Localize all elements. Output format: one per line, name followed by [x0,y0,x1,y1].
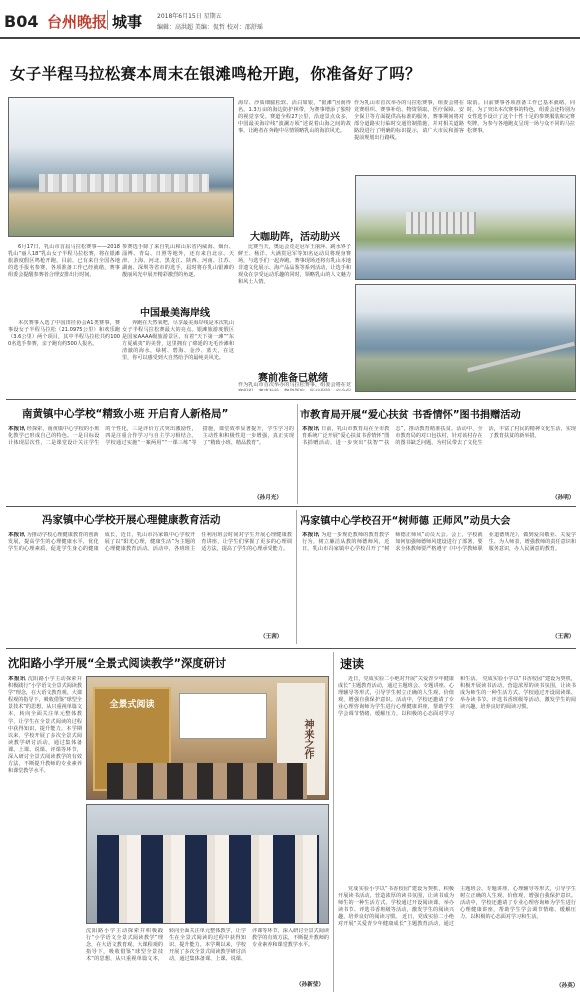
byline: （孙月光） [254,495,282,501]
article-text: 近日，党成实验二小绝对开展“关爱青少年健康成长”主题教育活动，通过主题班会、专题讲座、心理辅导等形式，引导学生树立正确的人生观、价值观，增强自我保护意识。活动中，学校还邀请了专业心理咨询师为学生进行心理健康讲座，帮助学生学会调节情绪、缓解压力，以积极的心态面对学习和生活。 [338,886,576,928]
headline-book-donation: 市教育局开展“爱心扶贫 书香情怀”图书捐赠活动 [300,410,521,421]
article-paragraph: 本次赛事入选了中国田径协会A1类赛事，赛事设女子半程马拉松（21.0975公里）和欢乐跑（3.6公里）两个项目，其中半程马拉松共约1000名选手参赛，亲子跑有约500人报名。 [8,320,120,348]
article-paragraph: 比赛当天，奥运会竞走冠军王丽萍、跳水界子鲜王、杨洋、大满贯冠军等知名运动员将现身赛场，与选手们一起奔跑。赛事现场还将有乳山本地非遗文化展示、海产品品鉴等系列活动，让选手和观众在享受运动乐趣的同时，领略乳山的人文魅力和风土人情。 [238,244,351,286]
photo-buildings [39,174,209,192]
photo-beach-aerial [8,97,234,237]
subhead-preparation: 赛前准备已就绪 [258,373,328,384]
column-divider [333,652,334,992]
column-divider [296,510,297,644]
article-text: 经探索，南黄镇中心学校的小班化教学已形成自己的特色。一是目标设计体现层次性，二是课堂设计关注学生的个性化，三是评价方式突出激励性，四是注重合作学习与自主学习相结合。学校通过实施“一案两用”“一课三练”等措施，课堂效率显著提升，学生学习的主动性和积极性进一步增强，真正实现了“精致小班、精品教育”。 [8,426,294,447]
photo-reading-event [86,676,329,800]
article-paragraph: 作为乳山市首次举办的马拉松赛事，组委会将在竞赛组织、赛事补给、物资领取、医疗保障、安全保卫等方面提供高标准的服务，赛事期间将对部分道路实行临时交通管制措施，并对相关道路路段进行了明确的标识提示，请广大市民和游客提前规划出行路线。 [354,100,464,142]
byline: （孙新莹） [296,982,324,988]
article-text: 近日，党成实验二小绝对开展“关爱青少年健康成长”主题教育活动，通过主题班会、专题讲座、心理辅导等形式，引导学生树立正确的人生观、价值观，增强自我保护意识。活动中，学校还邀请了专业心理咨询师为学生进行心理健康讲座，帮助学生学会调节情绪、缓解压力，以积极的心态面对学习和生活。 [338,676,481,718]
article-text: 党成实验小学以“书香校园”建设为契机，积极开展读书活动，营造浓厚的读书氛围，让读书成为师生的一种生活方式。学校通过开设阅读课、举办读书节、评选书香班级等活动，激发学生的阅读兴趣，培养良好的阅读习惯。 [338,886,454,921]
page-number: B04 [4,12,39,31]
article-paragraph: 参赛选手除了来自乳山和山东省内威海、烟台、淄博、青岛、日照等地外，还有来自北京、天津、上海、河北、黑龙江、陕西、河南、江苏、湖南、深圳等省市的选手，届时将在乳山银滩的靓丽风光中展开精彩激烈的角逐。 [122,244,234,279]
article-lead: 6月17日，乳山市首届马拉松赛事——2018乳山“丽人18”乳山女子半程马拉松赛，将在银滩旅游度假区鸣枪开跑。目前，已有来自全国各地的选手报名参赛，各项准备工作已经就绪，赛事组委会提醒参赛者合理安排出行时间。 [8,244,120,279]
photo-bay-road [355,284,576,392]
photo-student-group [97,835,319,923]
article-body [8,676,82,991]
reporter-tag: 本报讯 [8,426,26,432]
quick-read-body [338,676,576,884]
byline: （王茜） [552,634,575,640]
photo-pier [467,342,575,372]
article-body [8,426,294,502]
article-body [302,532,576,644]
article-paragraph: 取消。目前赛事各项准备工作已基本就绪。同时，为了突出本次赛事的特色，组委会还特别为女性选手设计了这个十性十足的参赛服装和完赛奖牌，为参与各地跑友呈现一场与众不同的马拉松赛事。 [467,100,575,135]
column-divider [297,404,298,504]
subhead-celebrities: 大咖助阵，活动助兴 [250,232,340,243]
subhead-coastline: 中国最美海岸线 [140,308,210,319]
byline: （王茜） [260,634,283,640]
section-divider [6,648,576,649]
section-divider [6,399,576,400]
issue-date: 2018年6月15日 星期五 [157,13,222,20]
photo-coastal-city [355,175,576,280]
article-text: 沈阳路小学主动探索并积极践行“小学语文全景式阅读教学”理念，在大语文教育观、大课程观的指导下，吸收借鉴“球型全景技术”的思想，从只重视单篇文本，转向全面关注单元整体教学，让学生在全景式阅读的过程中获得知识、提升能力。本学期以来，学校开展了多次全景式阅读教学研讨活动，通过集体备课、上课、说课、评课等环节，深入研讨全景式阅读教学的有效方法，不断提升教师的专业素养和课堂教学水平。 [8,676,82,775]
reporter-tag: 本报讯 [8,532,25,538]
headline-mental-health: 冯家镇中心学校开展心理健康教育活动 [42,514,221,526]
photo-people [107,763,307,799]
masthead [0,0,580,40]
article-body [302,426,576,502]
section-name: 城事 [112,13,143,31]
sign-text: 神来之作 [302,719,313,759]
editor-credits: 编辑：高洪超 美编：侃哲 校对：邵舒瑶 [157,24,263,31]
header-divider [107,10,108,30]
headline-quick-read: 速读 [340,657,365,671]
article-text: 为推动学校心理健康教育的创新发展，提高学生的心理健康水平，优化学生的心理素质，促进学生身心的健康成长，近日，乳山市冯家镇中心学校开展了以“阳光心理，健康生活”为主题的心理健康教育活动。活动中，各班班主任利用班会时间对学生开展心理健康教育讲座，让学生们掌握了更多的心理调适方法，提高了学生的心理承受能力。 [8,532,292,553]
article-paragraph: 海岸、沙质细腻松软、活白如银，“银滩”因而得名。1.3万亩的海边防护林带，为赛事增添了独特的视觉享受。赛道全程27公里，沿途景点众多，中国最美海岸线“波澜万顷”述说着山海之间的故事，让跑者在奔跑中尽情领略乳山的海滨风光。 [238,100,351,135]
header-rule [0,37,580,39]
photo-students [86,804,329,924]
headline-marathon: 女子半程马拉松赛本周末在银滩鸣枪开跑，你准备好了吗？ [10,65,421,83]
byline: （孙英） [556,983,579,989]
headline-teacher-ethics: 冯家镇中心学校召开“树师德 正师风”动员大会 [300,516,511,527]
article-paragraph: 作为乳山市首次举办的马拉松赛事，组委会将在竞 [238,382,351,388]
sign-text: 全景式阅读 [109,700,155,710]
article-text: 为进一步规范教师的教育教学行为，树立廉洁从教的师德师风，近日，乳山市冯家镇中心学校召开了“树师德正师风”动员大会。会上，学校就如何加强师德师风建设进行了部署，要求全体教师要严格遵守《中小学教师职业道德规范》，做到爱岗敬业、关爱学生、为人师表，增强教师的责任意识和服务意识，办人民满意的教育。 [302,532,576,553]
article-text: 党成实验小学以“书香校园”建设为契机，积极开展读书活动，营造浓厚的读书氛围，让读书成为师生的一种生活方式。学校通过开设阅读课、举办读书节、评选书香班级等活动，激发学生的阅读兴趣，培养良好的阅读习惯。 [460,676,576,711]
article-body [8,532,292,644]
newspaper-logo: 台州晚报 [47,13,108,31]
article-paragraph: 奔跑在天然氧吧，尽享最美海岸线是本次乳山女子半程马拉松赛最大的亮点。银滩旅游度假区是国家AAAA级旅游景区，有着“天下第一滩”“东方夏威夷”的美誉，这里拥有了绵延的无毛沙滩和清澈的海水，绿树、碧海、金沙、蓝天，在这里，你可以感受到大自然给予的最纯美风光。 [122,320,234,362]
reporter-tag: 本报讯 [302,426,320,432]
photo-towers [406,212,476,234]
reporter-tag: 本报讯 [302,532,320,538]
reporter-tag: 本报讯 [8,676,26,682]
article-text: 沈阳路小学主动探索并积极践行“小学语文全景式阅读教学”理念，在大语文教育观、大课程观的指导下，吸收借鉴“球型全景技术”的思想，从只重视单篇文本，转向全面关注单元整体教学，让学生在全景式阅读的过程中获得知识、提升能力。本学期以来，学校开展了多次全景式阅读教学研讨活动，通过集体备课、上课、说课、评课等环节，深入研讨全景式阅读教学的有效方法，不断提升教师的专业素养和课堂教学水平。 [86,928,329,963]
byline: （孙明） [552,495,575,501]
article-text: 日前，乳山市教育局在全市教育系统广泛开展“爱心扶贫书香情怀”图书捐赠活动，进一步突出“扶智”“扶志”，推动教育精准扶贫。活动中，全市教育局的对口包扶村，针对该村存在的图书缺乏问题，为村民带去了文化生活，丰富了村民的精神文化生活，实现了教育扶贫的新举措。 [302,426,576,447]
section-divider [6,506,576,507]
photo-banner [179,693,267,739]
headline-reading: 沈阳路小学开展“全景式阅读教学”深度研讨 [8,657,227,670]
article-body [86,928,329,990]
quick-read-body [338,886,576,986]
headline-nanhuang: 南黄镇中心学校“精致小班 开启育人新格局” [22,408,229,420]
